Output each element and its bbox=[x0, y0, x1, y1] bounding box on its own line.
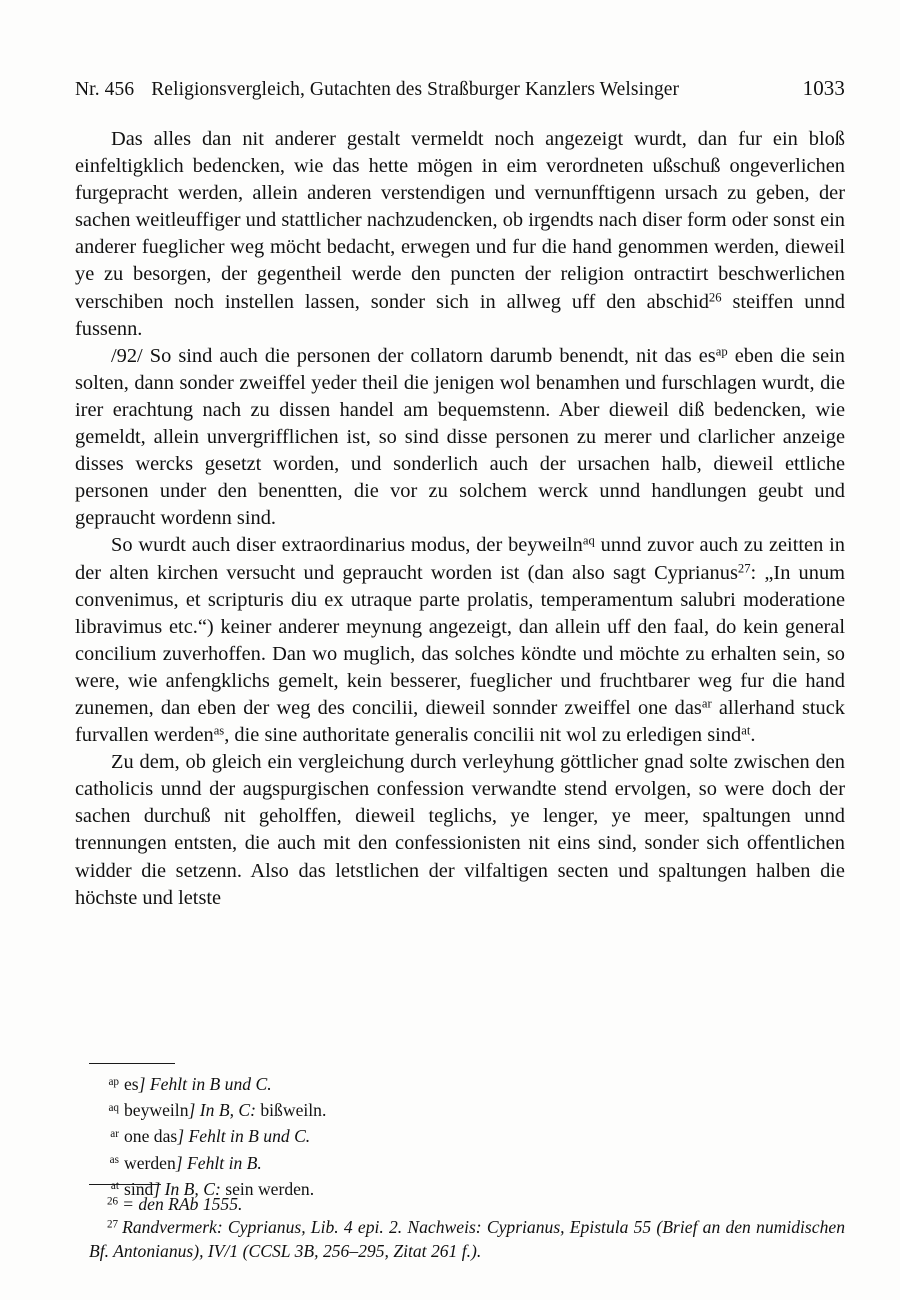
apparatus-entry bbox=[89, 1152, 845, 1178]
apparatus-variant-roman: bißweiln. bbox=[260, 1100, 327, 1121]
apparatus-bracket: ] bbox=[175, 1152, 183, 1173]
footnote-marker[interactable]: at bbox=[741, 723, 751, 738]
footnotes-list bbox=[89, 1193, 845, 1263]
footnote-marker[interactable]: 26 bbox=[708, 290, 722, 304]
running-head-title: Religionsvergleich, Gutachten des Straßburger Kanzlers Welsinger bbox=[151, 79, 680, 100]
footnote-marker[interactable]: ar bbox=[701, 696, 712, 711]
text-run: steiffen unnd fussenn. bbox=[75, 290, 845, 340]
paragraph bbox=[75, 532, 845, 749]
apparatus-bracket: ] bbox=[177, 1126, 185, 1147]
footnote-marker[interactable]: ap bbox=[715, 344, 728, 359]
apparatus-variant-italic: In B, C: bbox=[164, 1178, 221, 1199]
running-head-item-number: Nr. 456 bbox=[75, 79, 135, 100]
footnotes-rule bbox=[89, 1184, 161, 1185]
critical-apparatus bbox=[89, 1063, 845, 1204]
text-run: allerhand stuck furvallen werden bbox=[75, 696, 845, 747]
apparatus-variant-italic: In B, C: bbox=[199, 1100, 256, 1121]
apparatus-entry bbox=[89, 1099, 845, 1125]
apparatus-marker[interactable]: ap bbox=[108, 1075, 119, 1088]
footnote-number[interactable]: 26 bbox=[107, 1195, 119, 1208]
apparatus-bracket: ] bbox=[188, 1100, 196, 1121]
apparatus-lemma: beyweiln bbox=[124, 1100, 189, 1121]
paragraph bbox=[75, 749, 845, 912]
apparatus-marker[interactable]: as bbox=[109, 1154, 119, 1167]
apparatus-variant-italic: Fehlt in B und C. bbox=[149, 1074, 272, 1094]
footnote-marker[interactable]: as bbox=[213, 723, 225, 738]
footnote-number[interactable]: 27 bbox=[107, 1218, 119, 1231]
running-head bbox=[75, 76, 845, 101]
apparatus-variant-italic: Fehlt in B und C. bbox=[188, 1126, 311, 1147]
apparatus-marker[interactable]: aq bbox=[108, 1101, 119, 1114]
apparatus-lemma: sind bbox=[124, 1178, 154, 1199]
text-run: So sind auch die personen der collatorn darumb benendt, nit das es bbox=[142, 344, 716, 367]
apparatus-bracket: ] bbox=[138, 1074, 146, 1094]
footnote-marker[interactable]: aq bbox=[582, 533, 595, 548]
apparatus-rule bbox=[89, 1063, 175, 1064]
footnote-text: Randvermerk: Cyprianus, Lib. 4 epi. 2. Nachweis: Cyprianus, Epistula 55 (Brief an den numidischen Bf. Antonianus), IV/1 (CCSL 3B, 256–295, Zitat 261 f.). bbox=[89, 1217, 845, 1261]
apparatus-entry bbox=[89, 1073, 845, 1099]
folio-marker: /92/ bbox=[111, 344, 143, 367]
text-run: . bbox=[750, 724, 756, 747]
page-number: 1033 bbox=[802, 76, 845, 100]
footnote-entry bbox=[89, 1216, 845, 1263]
apparatus-text bbox=[124, 1125, 310, 1148]
text-run: eben die sein solten, dann sonder zweiffel yeder theil die jenigen wol benamhen und furschlagen wurdt, die irer erachtung nach zu dissen handel am bequemstenn. Aber dieweil diß bedencken, wie gemeldt, allein unvergrifflichen ist, so sind disse personen zu merer und clarlicher anzeige disses wercks gesetzt worden, und sonderlich auch der ursachen halb, dieweil ettliche personen under den benentten, die vor zu solchem werck unnd handlungen geubt und gepraucht wordenn sind. bbox=[75, 344, 846, 530]
paragraph bbox=[75, 343, 845, 533]
text-run: Zu dem, ob gleich ein vergleichung durch verleyhung göttlicher gnad solte zwischen den catholicis unnd der augspurgischen confession verwandte stend ervolgen, so were doch der sachen durchuß nit geholffen, dieweil teglichs, ye lenger, ye meer, spaltungen unnd trennungen entsten, die auch mit den confessionisten nit eins sind, sonder sich offentlichen widder die setzenn. Also das letstlichen der vilfaltigen secten und spaltungen halben die höchste und letste bbox=[75, 751, 845, 909]
apparatus-lemma: werden bbox=[124, 1152, 176, 1173]
footnote-text: = den RAb 1555. bbox=[122, 1194, 243, 1214]
apparatus-marker[interactable]: at bbox=[110, 1180, 119, 1193]
apparatus-lemma: es bbox=[124, 1074, 139, 1094]
apparatus-marker[interactable]: ar bbox=[110, 1127, 119, 1140]
text-run: Das alles dan nit anderer gestalt vermeldt noch angezeigt wurdt, dan fur ein bloß einfeltigklich bedencken, wie das hette mögen in eim verordneten ußschuß ongeverlichen furgepracht werden, allein anderen verstendigen und vernunfftigenn ursach zu geben, der sachen weitleuffiger und stattlicher nachzudencken, ob irgendts nach diser form oder sonst ein anderer fueglicher weg möcht bedacht, erwegen und fur die hand genommen werden, dieweil ye zu besorgen, der gegentheil werde den puncten der religion ontractirt beschwerlichen verschiben noch instellen lassen, sonder sich in allweg uff den abschid bbox=[75, 128, 845, 313]
apparatus-variant-roman: sein werden. bbox=[225, 1178, 315, 1199]
main-text-block bbox=[75, 126, 845, 912]
apparatus-text bbox=[124, 1099, 326, 1122]
paragraph bbox=[75, 126, 845, 343]
text-run: , die sine authoritate generalis concilii nit wol zu erledigen sind bbox=[224, 724, 742, 747]
footnotes bbox=[89, 1184, 845, 1263]
apparatus-bracket: ] bbox=[153, 1178, 161, 1199]
text-run: unnd zuvor auch zu zeitten in der alten kirchen versucht und gepraucht worden ist (dan also sagt Cyprianus bbox=[75, 534, 846, 584]
text-run: : „In unum convenimus, et scripturis diu ex utraque parte prolatis, temperamentum salubri moderatione libravimus etc.“) keiner anderer meynung angezeigt, dan allein uff den faal, do kein general concilium zuverhoffen. Dan wo muglich, das solches köndte und möchte zu erhalten sein, so were, wie anfengklichs gemelt, kein besserer, fueglicher und fruchtbarer weg fur die hand zunemen, dan eben der weg des concilii, dieweil sonnder zweiffel one das bbox=[75, 561, 846, 719]
apparatus-entry bbox=[89, 1125, 845, 1151]
footnote-entry bbox=[89, 1193, 845, 1216]
footnote-marker[interactable]: 27 bbox=[737, 560, 751, 575]
text-run: So wurdt auch diser extraordinarius modus, der beyweiln bbox=[111, 534, 583, 557]
apparatus-variant-italic: Fehlt in B. bbox=[187, 1152, 262, 1173]
apparatus-lemma: one das bbox=[124, 1126, 178, 1147]
apparatus-text bbox=[124, 1152, 262, 1175]
apparatus-text bbox=[124, 1073, 272, 1096]
